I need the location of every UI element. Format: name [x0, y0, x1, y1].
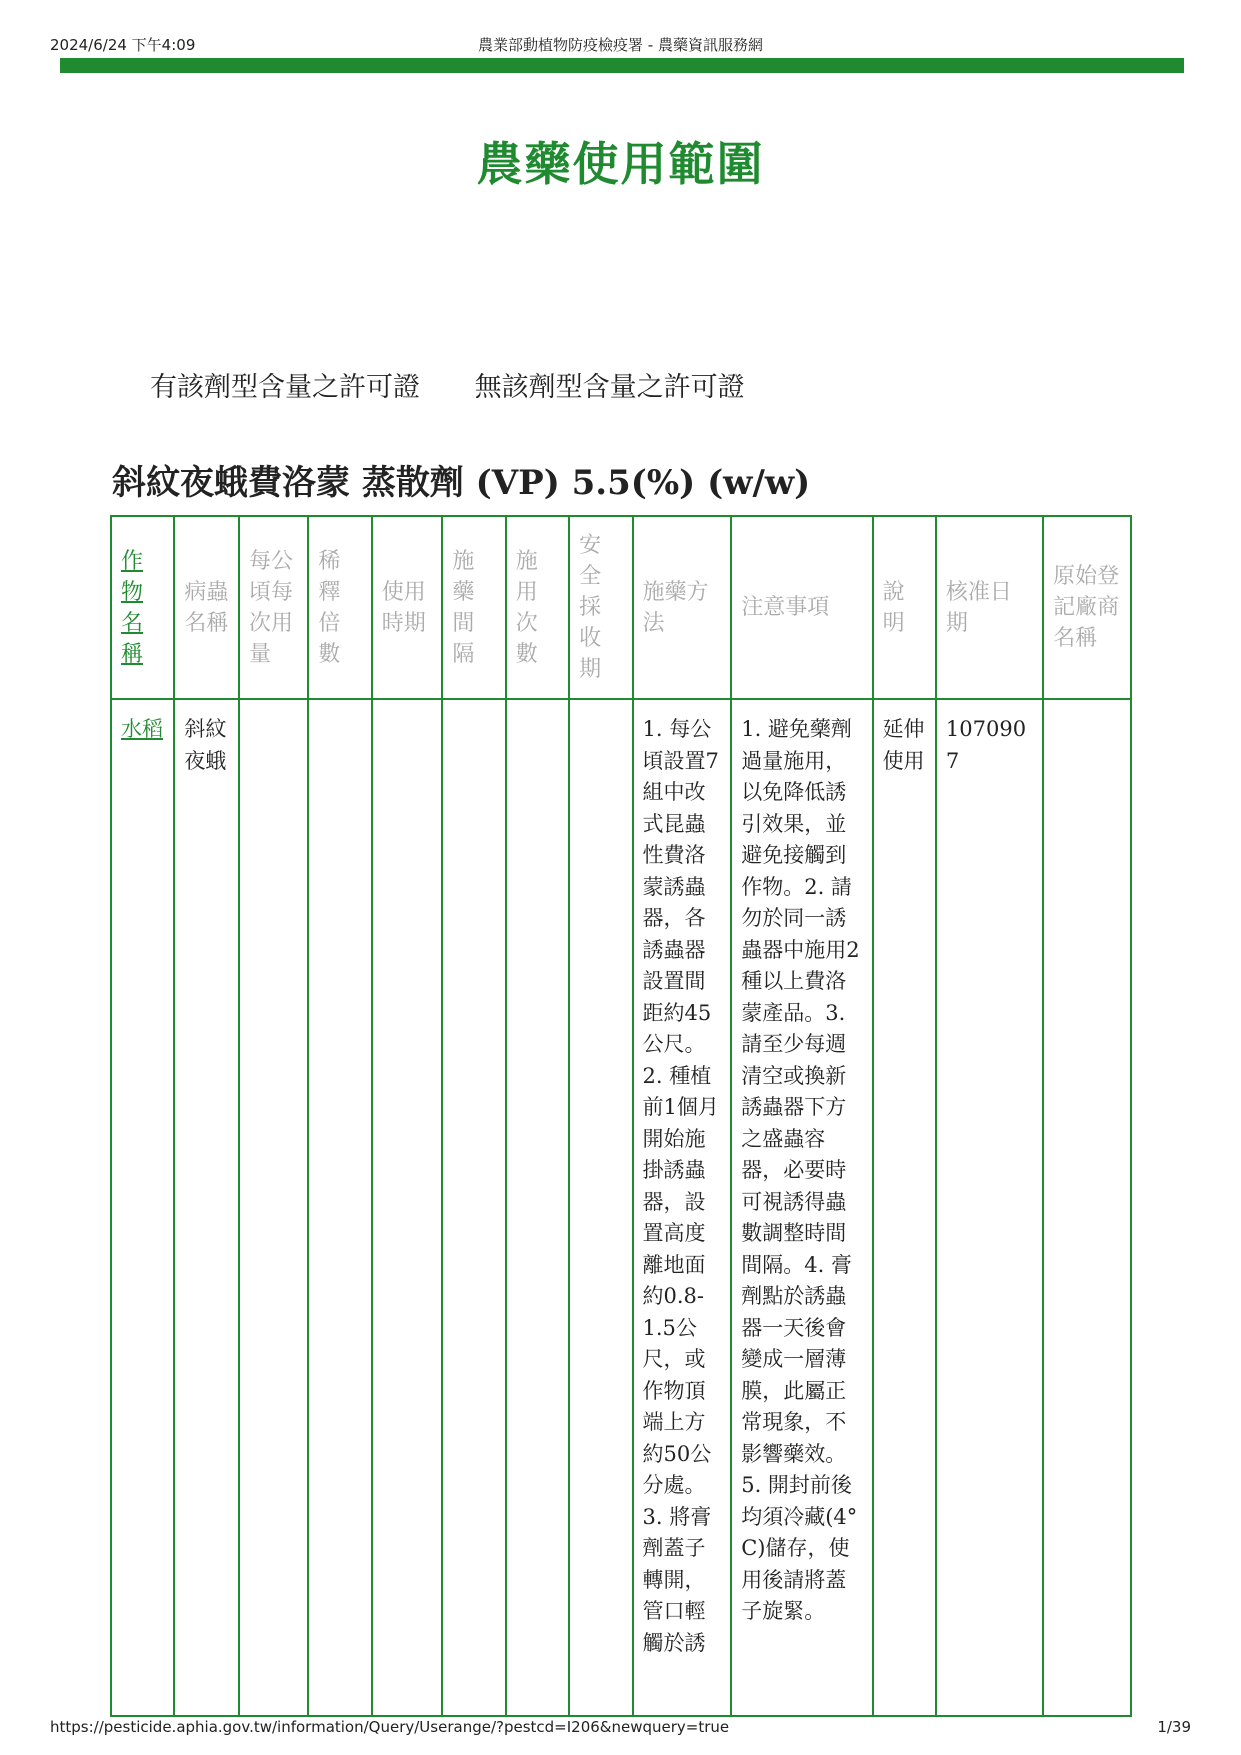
period-value — [373, 700, 442, 714]
registrant-value — [1044, 700, 1130, 714]
col-remark-label: 說明 — [882, 579, 905, 636]
harvest-value — [570, 700, 631, 714]
table-header-row — [111, 516, 1131, 699]
cell-dosage — [239, 699, 308, 1716]
cell-dilution — [308, 699, 371, 1716]
cell-notes — [731, 699, 872, 1716]
col-times — [506, 516, 569, 699]
col-method-label: 施藥方法 — [642, 579, 709, 636]
col-registrant-label: 原始登記廠商名稱 — [1053, 564, 1120, 651]
col-crop-label[interactable]: 作物名稱 — [121, 548, 144, 667]
col-interval-label: 施藥間隔 — [452, 548, 475, 667]
tab-with-license[interactable]: 有該劑型含量之許可證 — [150, 372, 420, 403]
print-page-number: 1/39 — [1157, 1718, 1191, 1736]
col-dosage — [239, 516, 308, 699]
usage-table — [110, 515, 1132, 1717]
times-value — [507, 700, 568, 714]
dosage-value — [240, 700, 307, 714]
col-registrant — [1043, 516, 1131, 699]
dilution-value — [309, 700, 370, 714]
col-times-label: 施用次數 — [515, 548, 538, 667]
col-pest-label: 病蟲名稱 — [184, 579, 229, 636]
col-period-label: 使用時期 — [381, 579, 426, 636]
header-bar — [60, 58, 1184, 73]
cell-times — [506, 699, 569, 1716]
print-url: https://pesticide.aphia.gov.tw/information/Query/Userange/?pestcd=I206&newquery=true — [50, 1718, 730, 1736]
cell-period — [372, 699, 443, 1716]
col-remark — [873, 516, 936, 699]
col-approval-date-label: 核准日期 — [945, 579, 1012, 636]
pest-value: 斜紋夜蛾 — [184, 717, 227, 773]
col-interval — [442, 516, 505, 699]
col-method — [633, 516, 732, 699]
page-title: 農藥使用範圍 — [476, 137, 765, 191]
interval-value — [443, 700, 504, 714]
col-approval-date — [936, 516, 1043, 699]
print-datetime: 2024/6/24 下午4:09 — [50, 36, 196, 54]
cell-pest — [174, 699, 239, 1716]
notes-value: 1. 避免藥劑過量施用，以免降低誘引效果，並避免接觸到作物。2. 請勿於同一誘蟲器中施用2種以上費洛蒙產品。3. 請至少每週清空或換新誘蟲器下方之盛蟲容器，必要時可視誘得蟲數調整時間間隔。4. 膏劑點於誘蟲器一天後會變成一層薄膜，此屬正常現象，不影響藥效。5. 開封前後均須冷藏(4°C)儲存，使用後請將蓋子旋緊。 — [741, 717, 860, 1623]
print-site-title: 農業部動植物防疫檢疫署 - 農藥資訊服務網 — [478, 36, 763, 54]
cell-crop[interactable] — [111, 699, 174, 1716]
remark-value: 延伸使用 — [882, 717, 925, 773]
cell-remark — [873, 699, 936, 1716]
col-notes-label: 注意事項 — [741, 595, 830, 620]
crop-link[interactable]: 水稻 — [121, 717, 163, 741]
col-pest — [174, 516, 239, 699]
approval-date-value: 1070907 — [945, 717, 1027, 773]
cell-method — [633, 699, 732, 1716]
cell-interval — [442, 699, 505, 1716]
col-crop[interactable] — [111, 516, 174, 699]
cell-registrant — [1043, 699, 1131, 1716]
method-value: 1. 每公頃設置7組中改式昆蟲性費洛蒙誘蟲器，各誘蟲器設置間距約45公尺。2. 種植前1個月開始施掛誘蟲器，設置高度離地面約0.8-1.5公尺，或作物頂端上方約50公分處。3. 將膏劑蓋子轉開，管口輕觸於誘 — [642, 717, 719, 1655]
table-row — [111, 699, 1131, 1716]
col-dilution — [308, 516, 371, 699]
col-harvest-label: 安全採收期 — [579, 533, 602, 682]
product-heading: 斜紋夜蛾費洛蒙 蒸散劑 (VP) 5.5(%) (w/w) — [112, 463, 811, 503]
cell-approval-date — [936, 699, 1043, 1716]
col-notes — [731, 516, 872, 699]
tab-without-license[interactable]: 無該劑型含量之許可證 — [474, 372, 745, 403]
cell-harvest — [569, 699, 632, 1716]
col-dosage-label: 每公頃每次用量 — [248, 548, 293, 667]
col-harvest — [569, 516, 632, 699]
license-tabs — [150, 365, 791, 404]
col-dilution-label: 稀釋倍數 — [318, 548, 341, 667]
col-period — [372, 516, 443, 699]
